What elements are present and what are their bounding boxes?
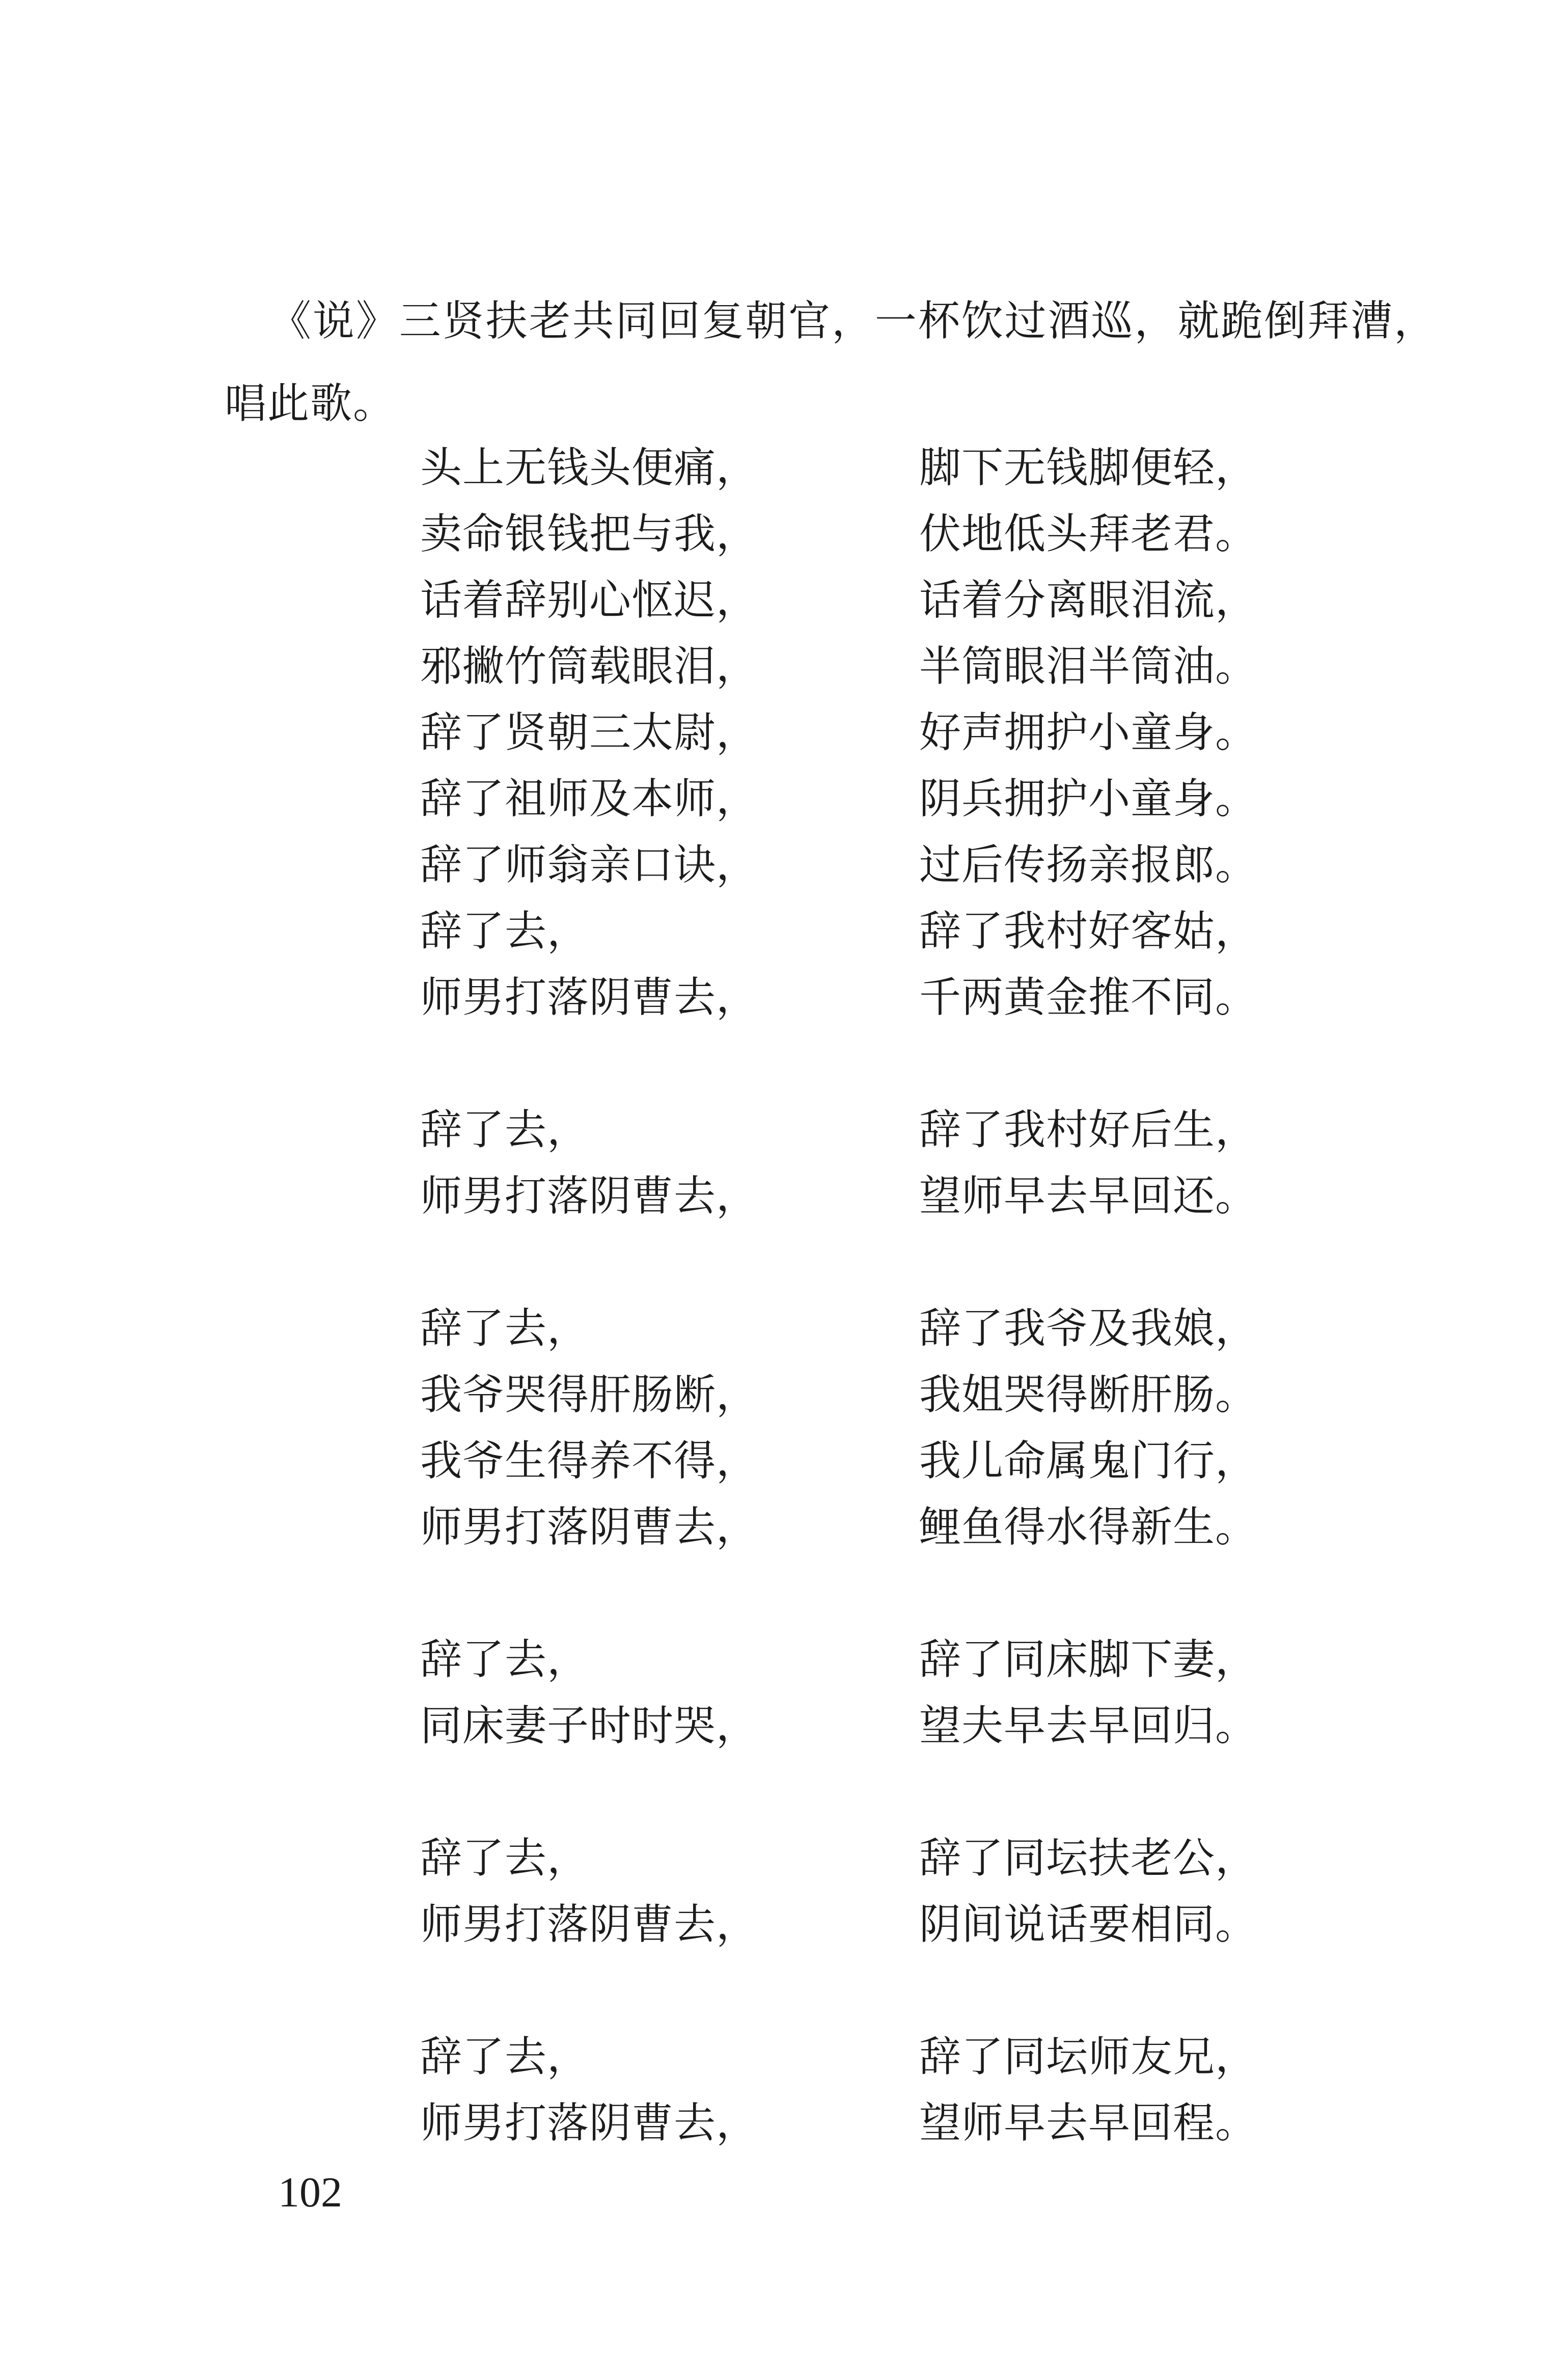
verse-line xyxy=(420,1623,1388,1689)
verse-line xyxy=(420,563,1388,630)
verse-left: 辞了贤朝三太尉， xyxy=(420,708,759,757)
verse-left: 辞了去， xyxy=(420,1105,590,1154)
stanza xyxy=(420,1821,1388,1954)
verse-left: 我爷生得养不得， xyxy=(420,1436,759,1485)
verse-right: 鲤鱼得水得新生。 xyxy=(919,1503,1258,1551)
verse-line xyxy=(420,2020,1388,2086)
stanza xyxy=(420,2020,1388,2152)
page-number: 102 xyxy=(278,2169,342,2216)
verse-line xyxy=(420,497,1388,563)
verse-left: 辞了去， xyxy=(420,1304,590,1353)
verse-right: 辞了我村好客姑， xyxy=(919,907,1258,956)
verse-left: 师男打落阴曹去， xyxy=(420,2098,759,2147)
stanza xyxy=(420,431,1388,1027)
verse-line xyxy=(420,1424,1388,1490)
verse-right: 我儿命属鬼门行， xyxy=(919,1436,1258,1485)
verse-left: 辞了去， xyxy=(420,2032,590,2081)
verse-left: 师男打落阴曹去， xyxy=(420,1900,759,1949)
verse-left: 我爷哭得肝肠断， xyxy=(420,1370,759,1419)
intro-paragraph: 《说》三贤扶老共同回复朝官，一杯饮过酒巡，就跪倒拜漕，唱此歌。 xyxy=(225,297,1437,428)
verse-left: 师男打落阴曹去， xyxy=(420,1503,759,1551)
verse-line xyxy=(420,2086,1388,2152)
verse-right: 话着分离眼泪流， xyxy=(919,576,1258,624)
verse-line xyxy=(420,961,1388,1027)
verse-right: 望夫早去早回归。 xyxy=(919,1701,1258,1750)
verse-right: 阴兵拥护小童身。 xyxy=(919,774,1258,823)
verse-line xyxy=(420,1888,1388,1954)
verse-left: 辞了去， xyxy=(420,907,590,956)
verse-left: 辞了师翁亲口诀， xyxy=(420,840,759,889)
verse-left: 辞了去， xyxy=(420,1834,590,1882)
verse-line xyxy=(420,1292,1388,1358)
verse-left: 头上无钱头便痛， xyxy=(420,443,759,492)
verse-line xyxy=(420,1358,1388,1424)
verse-line xyxy=(420,1490,1388,1557)
verse-line xyxy=(420,1093,1388,1159)
verse-right: 辞了同坛师友兄， xyxy=(919,2032,1258,2081)
verse-right: 我姐哭得断肝肠。 xyxy=(919,1370,1258,1419)
verse-right: 望师早去早回程。 xyxy=(919,2098,1258,2147)
verse-right: 伏地低头拜老君。 xyxy=(919,509,1258,558)
verse-line xyxy=(420,828,1388,894)
verse-left: 卖命银钱把与我， xyxy=(420,509,759,558)
verse-line xyxy=(420,1689,1388,1755)
verse-right: 好声拥护小童身。 xyxy=(919,708,1258,757)
verse-left: 师男打落阴曹去， xyxy=(420,1171,759,1220)
stanza xyxy=(420,1093,1388,1225)
verse-line xyxy=(420,762,1388,828)
verse-left: 辞了祖师及本师， xyxy=(420,774,759,823)
stanza xyxy=(420,1292,1388,1557)
verse-right: 千两黄金推不同。 xyxy=(919,973,1258,1022)
verse-left: 辞了去， xyxy=(420,1635,590,1684)
verse-right: 阴间说话要相同。 xyxy=(919,1900,1258,1949)
verse-line xyxy=(420,1159,1388,1225)
verse-right: 脚下无钱脚便轻， xyxy=(919,443,1258,492)
verse-line xyxy=(420,630,1388,696)
verse-right: 辞了同坛扶老公， xyxy=(919,1834,1258,1882)
verse-right: 望师早去早回还。 xyxy=(919,1171,1258,1220)
verse-line xyxy=(420,1821,1388,1888)
verse-left: 同床妻子时时哭， xyxy=(420,1701,759,1750)
stanza xyxy=(420,1623,1388,1755)
verse-line xyxy=(420,894,1388,961)
poem xyxy=(420,431,1388,2219)
verse-left: 师男打落阴曹去， xyxy=(420,973,759,1022)
verse-left: 话着辞别心怄迟， xyxy=(420,576,759,624)
verse-line xyxy=(420,431,1388,497)
verse-right: 半筒眼泪半筒油。 xyxy=(919,642,1258,691)
verse-line xyxy=(420,696,1388,762)
verse-left: 邪撇竹筒载眼泪， xyxy=(420,642,759,691)
verse-right: 辞了同床脚下妻， xyxy=(919,1635,1258,1684)
verse-right: 辞了我村好后生， xyxy=(919,1105,1258,1154)
verse-right: 过后传扬亲报郎。 xyxy=(919,840,1258,889)
verse-right: 辞了我爷及我娘， xyxy=(919,1304,1258,1353)
